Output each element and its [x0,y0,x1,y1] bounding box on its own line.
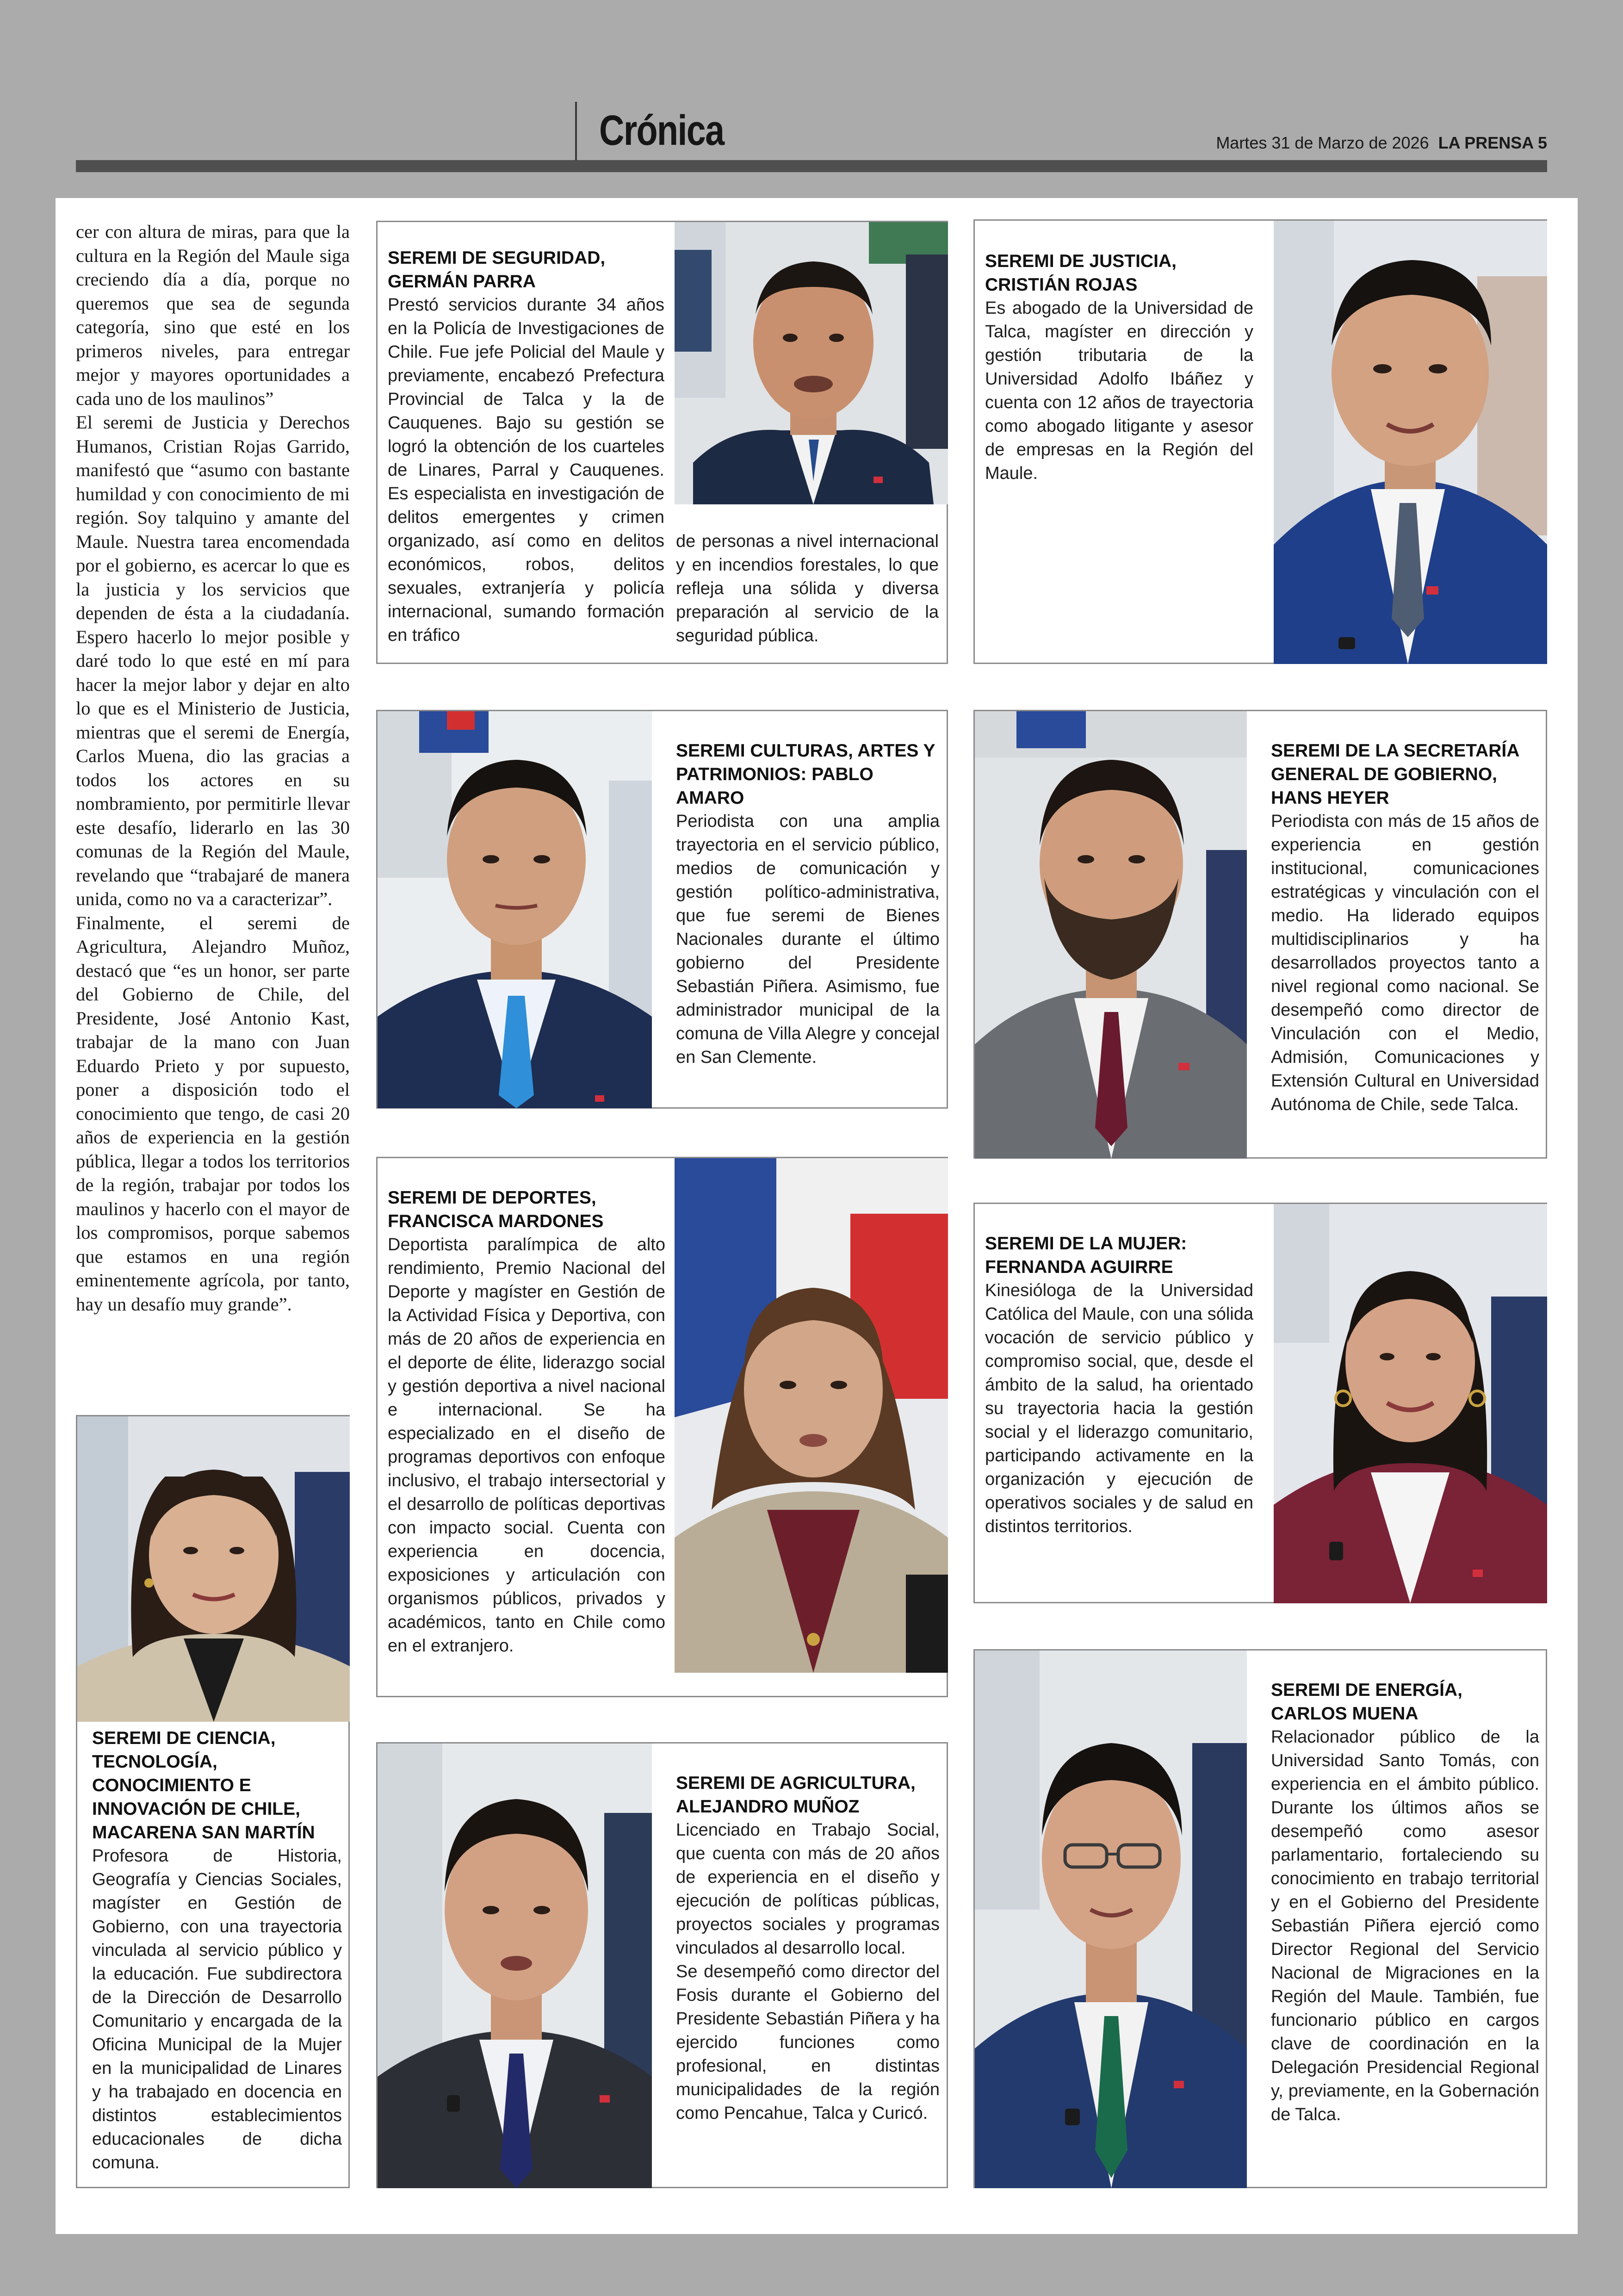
profile-title-mardones: SEREMI DE DEPORTES, FRANCISCA MARDONES [388,1188,604,1231]
portrait-photo-mardones [675,1158,948,1673]
profile-body-muena: Relacionador público de la Universidad Santo Tomás, con experiencia en el ámbito público. Durante los últimos años se desempeñó como asesor parlamentario, fortaleciendo su conocimiento en trabajo territorial y en el Gobierno del Presidente Sebastián Piñera ejerció como Director Regional del Servicio Nacional de Migraciones en la Región del Maule. También, fue funcionario público en cargos clave de coordinación en la Delegación Presidencial Regional y, previamente, en la Gobernación de Talca. [1271,1727,1539,2124]
profile-title-munoz: SEREMI DE AGRICULTURA, ALEJANDRO MUÑOZ [676,1773,916,1817]
profile-card-aguirre [973,1203,1547,1603]
dateline [1216,133,1547,153]
profile-body-rojas: Es abogado de la Universidad de Talca, magíster en dirección y gestión tributaria de la Universidad Adolfo Ibáñez y cuenta con 12 años de trayectoria como abogado litigante y asesor de empresas en la Región del Maule. [985,298,1253,483]
portrait-photo-amaro [378,711,652,1108]
profile-body-munoz: Licenciado en Trabajo Social, que cuenta con más de 20 años de experiencia en el diseño y ejecución de políticas públicas, proyectos sociales y programas vinculados al desarrollo local. [676,1820,940,1958]
portrait-photo-rojas [1274,221,1547,664]
profile-body-heyer: Periodista con más de 15 años de experiencia en gestión institucional, comunicaciones estratégicas y vinculación con el medio. Ha liderado equipos multidisciplinarios y ha desarrollados proyectos tanto a nivel regional como nacional. Se desempeñó como director de Vinculación con el Medio, Admisión, Comunicaciones y Extensión Cultural en Universidad Autónoma de Chile, sede Talca. [1271,812,1539,1114]
profile-body-munoz-2: Se desempeñó como director del Fosis durante el Gobierno del Presidente Sebastián Piñera y ha ejercido funciones como profesional, en distintas municipalidades de la región como Pencahue, Talca y Curicó. [676,1962,940,2123]
profile-card-rojas [973,219,1547,664]
profile-body-parra: Prestó servicios durante 34 años en la Policía de Investigaciones de Chile. Fue jefe Policial del Maule y previamente, encabezó Prefectura Provincial de Talca y la de Cauquenes. Bajo su gestión se logró la obtención de los cuarteles de Linares, Parral y Cauquenes. Es especialista en investigación de delitos emergentes y crimen organizado, así como en delitos económicos, robos, delitos sexuales, extranjería y policía internacional, sumando formación en tráfico [388,295,664,645]
profile-body-sanmartin: Profesora de Historia, Geografía y Ciencias Sociales, magíster en Gestión de Gobierno, con una trayectoria vinculada al servicio público y la educación. Fue subdirectora de la Dirección de Desarrollo Comunitario y encargada de la Oficina Municipal de la Mujer en la municipalidad de Linares y ha trabajado en docencia en distintos establecimientos educacionales de dicha comuna. [92,1846,342,2172]
profile-body-continued-parra: de personas a nivel internacional y en incendios forestales, lo que refleja una sólida y diversa preparación al servicio de la seguridad pública. [676,532,939,645]
profile-title-sanmartin: SEREMI DE CIENCIA, TECNOLOGÍA, CONOCIMIENTO E INNOVACIÓN DE CHILE, MACARENA SAN MARTÍN [92,1728,315,1843]
intro-paragraph: El seremi de Justicia y Derechos Humanos, Cristian Rojas Garrido, manifestó que “asumo con bastante humildad y con conocimiento de mi región. Soy talquino y amante del Maule. Nuestra tarea encomendada por el gobierno, es acercar lo que es la justicia y los servicios que dependen de ésta a la ciudadanía. Espero hacerlo lo mejor posible y daré todo lo que esté en mí para hacer la mejor labor y dejar en alto lo que es el Ministerio de Justicia, mientras que el seremi de Energía, Carlos Muena, dio las gracias a todos los actores en su nombramiento, por permitirle llevar este desafío, liderarlo en las 30 comunas de la Región del Maule, revelando que “trabajaré de manera unida, como no va a caracterizar”. [76,412,350,909]
profile-body-aguirre: Kinesióloga de la Universidad Católica del Maule, con una sólida vocación de servicio público y compromiso social, que, desde el ámbito de la salud, ha orientado su trayectoria hacia la gestión social y el liderazgo comunitario, participando activamente en la organización y ejecución de operativos sociales y de salud en distintos territorios. [985,1281,1253,1536]
page-number: 5 [1537,133,1547,152]
issue-date: Martes 31 de Marzo de 2026 [1216,133,1429,152]
header-divider [575,102,577,162]
profile-card-munoz [376,1742,948,2188]
portrait-photo-munoz [378,1744,652,2188]
profile-text-aguirre [985,1232,1253,1597]
profile-title-aguirre: SEREMI DE LA MUJER: FERNANDA AGUIRRE [985,1234,1187,1277]
portrait-photo-aguirre [1274,1204,1547,1603]
profile-text-amaro [676,739,940,1100]
profile-title-rojas: SEREMI DE JUSTICIA, CRISTIÁN ROJAS [985,251,1177,295]
profile-text-rojas [985,249,1253,573]
profile-title-muena: SEREMI DE ENERGÍA, CARLOS MUENA [1271,1680,1462,1724]
profile-text-parra [388,246,664,658]
portrait-photo-muena [975,1651,1247,2188]
profile-title-parra: SEREMI DE SEGURIDAD, GERMÁN PARRA [388,248,606,292]
portrait-photo-parra [675,222,948,504]
profile-card-sanmartin [76,1415,350,2188]
profile-card-mardones [376,1157,948,1697]
section-title: Crónica [599,107,724,154]
profile-title-heyer: SEREMI DE LA SECRETARÍA GENERAL DE GOBIERNO, HANS HEYER [1271,741,1519,808]
profile-text-muena [1271,1678,1539,2183]
profile-text-sanmartin [92,1726,342,2184]
profile-card-amaro [376,710,948,1109]
profile-body-mardones: Deportista paralímpica de alto rendimiento, Premio Nacional del Deporte y magíster en Gestión de la Actividad Física y Deportiva, con más de 20 años de experiencia en el deporte de élite, liderazgo social y gestión deportiva a nivel nacional e internacional. Se ha especializado en el diseño de programas deportivos con enfoque inclusivo, el trabajo intersectorial y el desarrollo de políticas deportivas con impacto social. Cuenta con experiencia en docencia, exposiciones y articulación con organismos públicos, privados y académicos, tanto en Chile como en el extranjero. [388,1235,665,1656]
profile-body-amaro: Periodista con una amplia trayectoria en el servicio público, medios de comunicación y gestión político-administrativa, que fue seremi de Bienes Nacionales durante el último gobierno del Presidente Sebastián Piñera. Asimismo, fue administrador municipal de la comuna de Villa Alegre y concejal en San Clemente. [676,812,940,1067]
profile-text-mardones [388,1186,665,1695]
intro-article-column [76,220,350,1377]
profile-text-heyer [1271,739,1539,1155]
profile-text-munoz [676,1771,940,2183]
intro-paragraph: Finalmente, el seremi de Agricultura, Alejandro Muñoz, destacó que “es un honor, ser parte del Gobierno de Chile, del Presidente, José Antonio Kast, trabajar de la mano con Juan Eduardo Prieto y por supuesto, poner a disposición todo el conocimiento que tengo, de casi 20 años de experiencia en la gestión pública, llegar a todos los territorios de la región, trabajar por todos los maulinos y hacerlo con el mayor de los compromisos, porque sabemos que estamos en una región eminentemente agrícola, por tanto, hay un desafío muy grande”. [76,912,350,1315]
header-rule [76,160,1547,172]
publication-name: LA PRENSA 5 [1438,133,1547,152]
profile-card-parra [376,221,948,664]
portrait-photo-sanmartin [77,1416,350,1722]
intro-paragraph: cer con altura de miras, para que la cultura en la Región del Maule siga creciendo día a día, porque no queremos que sea de segunda categoría, sino que esté en los primeros niveles, para entregar mejor y mayores oportunidades a cada uno de los maulinos” [76,221,350,409]
profile-card-muena [973,1649,1547,2188]
portrait-photo-heyer [975,711,1247,1159]
profile-card-heyer [973,710,1547,1159]
profile-title-amaro: SEREMI CULTURAS, ARTES Y PATRIMONIOS: PABLO AMARO [676,741,935,808]
